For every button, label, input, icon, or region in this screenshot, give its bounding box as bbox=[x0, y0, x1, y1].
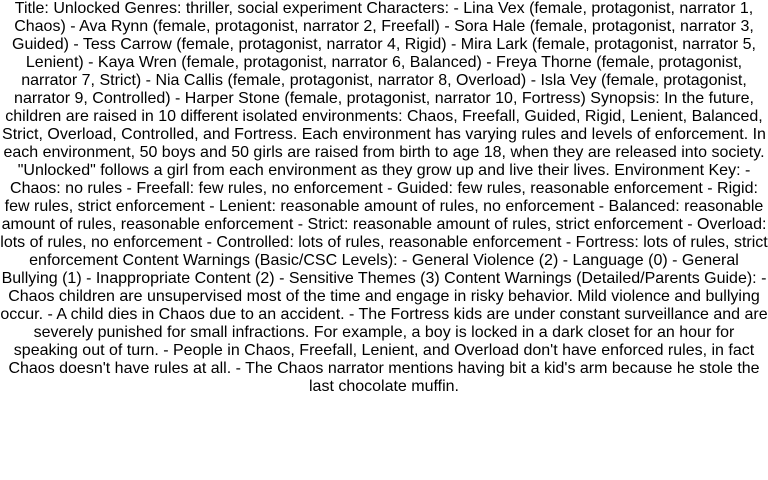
document-text: Title: Unlocked Genres: thriller, social experiment Characters: - Lina Vex (female, protagonist, narrator 1, Chaos) - Ava Rynn (female, protagonist, narrator 2, Freefall) - Sora Hale (female, protagonist, narrator 3, Guided) - Tess Carrow (female, protagonist, narrator 4, Rigid) - Mira Lark (female, protagonist, narrator 5, Lenient) - Kaya Wren (female, protagonist, narrator 6, Balanced) - Freya Thorne (female, protagonist, narrator 7, Strict) - Nia Callis (female, protagonist, narrator 8, Overload) - Isla Vey (female, protagonist, narrator 9, Controlled) - Harper Stone (female, protagonist, narrator 10, Fortress) Synopsis: In the future, children are raised in 10 different isolated environments: Chaos, Freefall, Guided, Rigid, Lenient, Balanced, Strict, Overload, Controlled, and Fortress. Each environment has varying rules and levels of enforcement. In each environment, 50 boys and 50 girls are raised from birth to age 18, when they are released into society. "Unlocked" follows a girl from each environment as they grow up and live their lives. Environment Key: - Chaos: no rules - Freefall: few rules, no enforcement - Guided: few rules, reasonable enforcement - Rigid: few rules, strict enforcement - Lenient: reasonable amount of rules, no enforcement - Balanced: reasonable amount of rules, reasonable enforcement - Strict: reasonable amount of rules, strict enforcement - Overload: lots of rules, no enforcement - Controlled: lots of rules, reasonable enforcement - Fortress: lots of rules, strict enforcement Content Warnings (Basic/CSC Levels): - General Violence (2) - Language (0) - General Bullying (1) - Inappropriate Content (2) - Sensitive Themes (3) Content Warnings (Detailed/Parents Guide): - Chaos children are unsupervised most of the time and engage in risky behavior. Mild violence and bullying occur. - A child dies in Chaos due to an accident. - The Fortress kids are under constant surveillance and are severely punished for small infractions. For example, a boy is locked in a dark closet for an hour for speaking out of turn. - People in Chaos, Freefall, Lenient, and Overload don't have enforced rules, in fact Chaos doesn't have rules at all. - The Chaos narrator mentions having bit a kid's arm because he stole the last chocolate muffin. bbox=[0, 0, 768, 395]
